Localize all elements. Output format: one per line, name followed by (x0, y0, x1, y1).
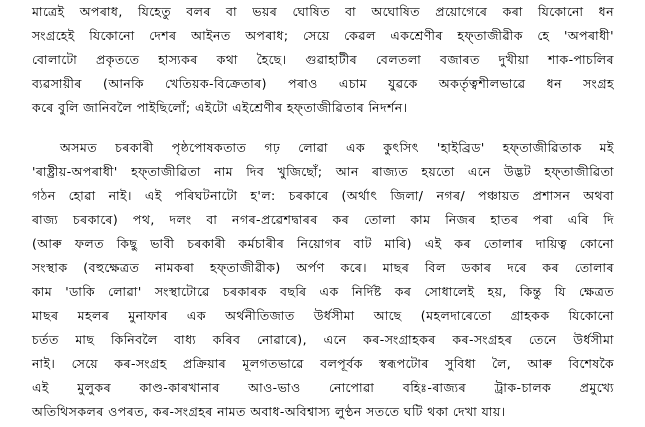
text-line: সংগ্ৰহেই যিকোনো দেশৰ আইনত অপৰাধ; সেয়ে কেৱল একশ্ৰেণীৰ হফ্তাজীৱীক হে 'অপৰাধী' (32, 28, 614, 43)
text-line: (আৰু ফলত কিছু ভাবী চৰকাৰী কৰ্মচাৰীৰ নিয়োগৰ বাট মাৰি) এই কৰ তোলাৰ দায়িত্ব কোনো (32, 236, 614, 251)
text-line: এই মুলুকৰ কাণ্ড-কাৰখানাৰ আও-ভাও নোপোৱা বহিঃ-ৰাজ্যৰ ট্ৰাক-চালক প্ৰমুখ্যে (32, 380, 614, 395)
text-line: নাই। সেয়ে কৰ-সংগ্ৰহ প্ৰক্ৰিয়াৰ মূলগতভাৱে বলপূৰ্বক স্বৰূপটোৰ সুবিধা লৈ, আৰু বিশেষকৈ (32, 356, 614, 371)
text-line: অতিথিসকলৰ ওপৰত, কৰ-সংগ্ৰহৰ নামত অবাধ-অবিশ্বাস্য লুণ্ঠন সততে ঘটি থকা দেখা যায়। (32, 404, 506, 419)
text-line: 'ৰাষ্ট্ৰীয়-অপৰাধী' হফ্তাজীৱিতা নাম দিব খুজিছোঁ; আন ৰাজ্যত হয়তো এনে উদ্ভট হফ্তাজীৱিতা (32, 164, 614, 179)
text-line: অসমত চৰকাৰী পৃষ্ঠপোষকতাত গঢ় লোৱা এক কুৎসিৎ 'হাইব্ৰিড' হফ্তাজীৱিতাক মই (60, 140, 614, 155)
text-line: ৰাজ্য চৰকাৰে) পথ, দলং বা নগৰ-প্ৰৱেশদ্বাৰৰ কৰ তোলা কাম নিজৰ হাতৰ পৰা এৰি দি (32, 212, 614, 227)
text-line: কাম 'ডাকি লোৱা' সংস্থাটোৱে চৰকাৰক বছৰি এক নিৰ্দিষ্ট কৰ সোধালেই হয়, কিন্তু যি ক্ষেত্ৰত (32, 284, 614, 299)
text-line: কৰে বুলি জানিবলৈ পাইছিলোঁ; এইটো এইশ্ৰেণীৰ হফ্তাজীৱিতাৰ নিদৰ্শন। (32, 100, 408, 115)
text-line: গঠন হোৱা নাই। এই পৰিঘটনাটো হ'ল: চৰকাৰে (অৰ্থাৎ জিলা/ নগৰ/ পঞ্চায়ত প্ৰশাসন অথবা (32, 188, 614, 203)
text-line: বোলাটো প্ৰকৃততে হাস্যকৰ কথা হৈছে। গুৱাহাটীৰ বেলতলা বজাৰত দুখীয়া শাক-পাচলিৰ (32, 52, 614, 67)
text-line: চৰ্তত মাছ কিনিবলৈ বাধ্য কৰিব নোৱাৰে), এনে কৰ-সংগ্ৰাহকৰ কৰ-সংগ্ৰহৰ তেনে উৰ্ধসীমা (32, 332, 614, 347)
text-line: সংস্থাক (বহুক্ষেত্ৰত নামকৰা হফ্তাজীৱীক) অৰ্পণ কৰে। মাছৰ বিল ডকাৰ দৰে কৰ তোলাৰ (32, 260, 614, 275)
text-line: মাছৰ মহলৰ মুনাফাৰ এক অৰ্থনীতিজাত উৰ্ধসীমা আছে (মহলদাৰেতো গ্ৰাহকক যিকোনো (32, 308, 614, 323)
text-line: মাত্ৰেই অপৰাধ, যিহেতু বলৰ বা ভয়ৰ ঘোষিত বা অঘোষিত প্ৰয়োগেৰে কৰা যিকোনো ধন (32, 4, 614, 19)
text-line: ব্যৱসায়ীৰ (আনকি খেতিয়ক-বিক্ৰেতাৰ) পৰাও এচাম যুৱকে অকৰ্তৃত্বশীলভাৱে ধন সংগ্ৰহ (32, 76, 614, 91)
